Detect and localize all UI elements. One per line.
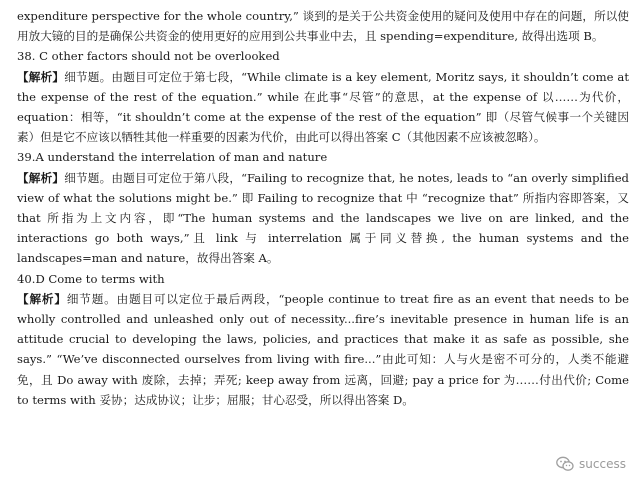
analysis-tag: 【解析】 <box>17 170 65 185</box>
explanation-paragraph <box>17 289 629 410</box>
question-38 <box>17 46 629 147</box>
question-40 <box>17 269 629 410</box>
analysis-tag: 【解析】 <box>17 291 67 306</box>
explanation-paragraph <box>17 168 629 269</box>
explanation-text: 细节题。由题目可以定位于最后两段，“people continue to treat fire as an event that needs to be wholly controlled and unleashed only out of necessity...fire’s inevitable presence in human life is an attitude crucial to developing the laws, policies, and practices that make it as safe as possible, she says.” “We’ve disconnected ourselves from living with fire...”由此可知：人与火是密不可分的，人类不能避免，且 Do away with 废除，去掉；弄死; keep away from 远离，回避; pay a price for 为……付出代价; Come to terms with 妥协；达成协议；让步；屈服；甘心忍受，所以得出答案 D。 <box>17 291 629 407</box>
footer-badge <box>556 456 626 472</box>
explanation-paragraph <box>17 67 629 148</box>
explanation-text: 细节题。由题目可定位于第七段，“While climate is a key element, Moritz says, it shouldn’t come at the expense of the rest of the equation.” while 在此事“尽管”的意思，at the expense of 以……为代价，equation：相等，“it shouldn’t come at the expense of the rest of the equation” 即（尽管气候事一个关键因素）但是它不应该以牺牲其他一样重要的因素为代价，由此可以得出答案 C（其他因素不应该被忽略）。 <box>17 69 629 145</box>
explanation-text: 细节题。由题目可定位于第八段，“Failing to recognize that, he notes, leads to “an overly simplified view of what the solutions might be.” 即 Failing to recognize that 中 “recognize that” 所指内容即答案，又 that 所指为上文内容，即“The human systems and the landscapes we live on are linked, and the interactions go both ways,”且 link 与 interrelation 属于同义替换, the human systems and the landscapes=man and nature，故得出答案 A。 <box>17 170 629 266</box>
question-title: 40.D Come to terms with <box>17 271 165 286</box>
wechat-icon <box>556 456 574 472</box>
question-39 <box>17 147 629 268</box>
article-body <box>17 6 629 410</box>
question-title: 39.A understand the interrelation of man and nature <box>17 150 328 165</box>
question-title: 38. C other factors should not be overlooked <box>17 49 280 64</box>
footer-label: success <box>579 457 626 471</box>
intro-paragraph: expenditure perspective for the whole country,” 谈到的是关于公共资金使用的疑问及使用中存在的问题，所以使用放大镜的目的是确保公共资金的使用更好的应用到公共事业中去，且 spending=expenditure, 故得出选项 B。 <box>17 9 629 44</box>
analysis-tag: 【解析】 <box>17 69 65 84</box>
